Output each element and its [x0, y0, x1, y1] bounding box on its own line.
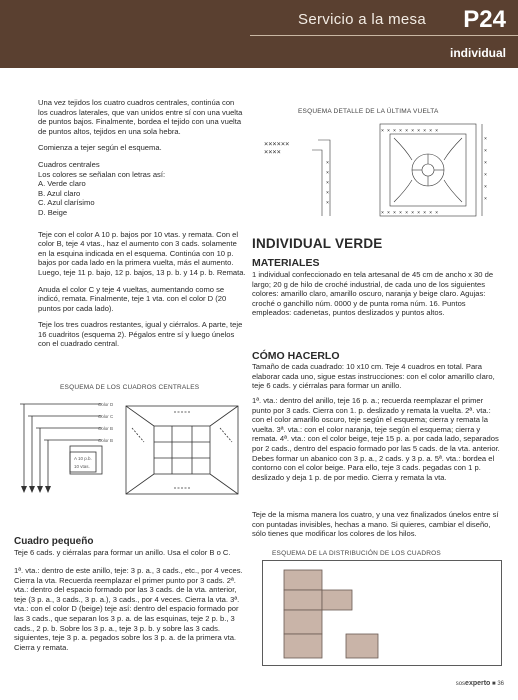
stitch-row-top: × × × × × × × × × ×: [381, 128, 439, 134]
materials-body: 1 individual confeccionado en tela artesanal de 45 cm de ancho x 30 de largo; 20 g de hilo de croché industrial, de cada uno de los siguientes colores: amarillo claro, amarillo oscuro, naranja y beige claro. Agujas: croché o ganchillo núm. 0000 y de punta roma núm. 16. Puntos empleados: cadenetas, puntos deslizados y puntos altos.: [252, 270, 494, 318]
page-header: [0, 0, 518, 68]
footer-divider: ■: [492, 681, 496, 687]
distribution-square: [284, 610, 322, 634]
colors-intro: Los colores se señalan con letras así:: [38, 169, 166, 179]
closing-paragraph: Teje de la misma manera los cuatro, y una vez finalizados únelos entre sí con puntadas invisibles, hechas a mano. Si quieres, cambiar el diseño, sólo tienes que modificar los colores de los hilos.: [252, 510, 499, 539]
how-body: 1ª. vta.: dentro del anillo, teje 16 p. a.; recuerda reemplazar el primer punto por 3 cads. Cierra con 1. p. deslizado y remata la vuelta. 2ª. vta.: con el color amarillo oscuro, teje según el esquema; cierra y remata la vuelta. 3ª. vta.: con el color naranja, teje según el esquema; cierra y remata. 4ª. vta.: con el color beige, teje 15 p. a. por cada lado, separados por 2 cads., dentro del espacio formado por las 5 cads. de la vta. anterior. Debes formar un abanico con 3 p. a., 2 cads. y 3 p. a. 5ª. vta.: bordea el contorno con el color beige. Para ello, teje 3 cads. pegadas con 1 p. deslizado y deja 1 p. de por medio. Cierra y remata la vta.: [252, 396, 500, 482]
distribution-diagram: [262, 560, 502, 666]
stitch-col: ×: [326, 180, 330, 186]
stitch-row-bottom: × × × × × × × × × ×: [381, 210, 439, 216]
color-item: A. Verde claro: [38, 179, 86, 189]
section-title: Servicio a la mesa: [298, 11, 426, 28]
distribution-square: [284, 570, 322, 590]
stitch-col: ×: [326, 170, 330, 176]
paragraph-remaining-squares: Teje los tres cuadros restantes, igual y ciérralos. A parte, teje 16 cuadritos (esquema 2). Pégalos entre sí y luego únelos con el cuadrado central.: [38, 320, 243, 349]
how-heading: CÓMO HACERLO: [252, 350, 340, 362]
stitch-col: ×: [326, 160, 330, 166]
stitch-col: ×: [326, 190, 330, 196]
central-squares-diagram: [14, 396, 246, 502]
page-number: 36: [497, 681, 504, 687]
stitch-col: ×: [484, 148, 488, 154]
squares-heading: Cuadros centrales: [38, 159, 100, 169]
color-item: C. Azul clarísimo: [38, 198, 95, 208]
header-divider: [250, 35, 518, 36]
brand-prefix: sos: [455, 681, 466, 687]
legend-color-b-2: Color B: [98, 438, 114, 443]
page-footer: [456, 680, 504, 687]
small-square-intro: Teje 6 cads. y ciérralas para formar un anillo. Usa el color B o C.: [14, 548, 231, 557]
stitch-row-left-2: ××××: [264, 148, 281, 156]
legend-color-a: A 10 p.b.: [74, 456, 92, 461]
distribution-square: [346, 634, 378, 658]
stitch-col: ×: [484, 172, 488, 178]
pattern-subtitle: individual: [449, 46, 506, 60]
legend-color-d: Color D: [98, 402, 114, 407]
legend-color-c: Color C: [98, 414, 114, 419]
materials-heading: MATERIALES: [252, 257, 320, 269]
start-paragraph: Comienza a tejer según el esquema.: [38, 143, 162, 153]
color-item: B. Azul claro: [38, 188, 81, 198]
stitch-row-left: ××××××: [264, 140, 290, 148]
brand-name: experto: [465, 680, 491, 687]
stitch-col: ×: [484, 196, 488, 202]
paragraph-color-c-d: Anuda el color C y teje 4 vueltas, aumentando como se indicó, remata. Finalmente, teje 1 vta. con el color D (20 puntos por cada lado).: [38, 284, 227, 313]
central-squares-caption: ESQUEMA DE LOS CUADROS CENTRALES: [60, 384, 200, 391]
left-column-top: [38, 98, 246, 356]
color-item: D. Beige: [38, 207, 68, 217]
distribution-square: [284, 590, 322, 610]
legend-rows: 10 vtas.: [74, 464, 90, 469]
legend-color-b: Color B: [98, 426, 114, 431]
pattern-code: P24: [463, 6, 506, 33]
stitch-col: ×: [484, 136, 488, 142]
stitch-col: ×: [484, 160, 488, 166]
intro-paragraph: Una vez tejidos los cuatro cuadros centrales, continúa con los cuadros laterales, que van unidos entre sí con una vuelta de puntos bajos. Finalmente, bordea el tejido con una vuelta de puntos altos, tejidos en una sola hebra.: [38, 98, 243, 136]
small-square-body: 1ª. vta.: dentro de este anillo, teje: 3 p. a., 3 cads., etc., por 4 veces. Cierra la vta. Recuerda reemplazar el primer punto por 3 cads. 2ª. vta.: dentro del espacio formado por las 3 cads. de la vta. anterior, teje (3 p. a., 3 cads., 3 p. a.), 3 cads., por 4 veces. Cierra la vta. 3ª. vta.: con el color D (beige) teje así: dentro del espacio formado por las 3 cads., que separan los 3 p. a. de las esquinas, teje 2 p. b., 3 cads., 2 p. b. Sobre los 3 p. a., teje 3 p. b. y sobre las 3 cads. siguientes, teje 3 p. a. pegados sobre los 3 p. a. de la primera vta. Cierra y remata.: [14, 566, 243, 652]
stitch-col: ×: [326, 200, 330, 206]
paragraph-color-a-b: Teje con el color A 10 p. bajos por 10 vtas. y remata. Con el color B, teje 4 vtas., haz el aumento con 3 cads. solamente en la esquina indicada en el esquema. Continúa con 10 p. bajos por cada lado en la primera vuelta, más el aumento. Luego, teje 11 p. bajo, 12 p. bajos, 13 p. b. y 14 p. b. Remata.: [38, 229, 246, 277]
how-intro: Tamaño de cada cuadrado: 10 x10 cm. Teje 4 cuadros en total. Para elaborar cada uno, sigue estas instrucciones: con el color amarillo claro, teje 6 cads. y ciérralas para formar un anillo.: [252, 362, 495, 391]
distribution-caption: ESQUEMA DE LA DISTRIBUCIÓN DE LOS CUADROS: [272, 550, 441, 557]
detail-diagram: [262, 120, 504, 222]
stitch-col: ×: [484, 184, 488, 190]
article-title: INDIVIDUAL VERDE: [252, 236, 383, 251]
distribution-square: [284, 634, 322, 658]
small-square-heading: Cuadro pequeño: [14, 536, 94, 547]
distribution-square: [322, 590, 352, 610]
detail-caption: ESQUEMA DETALLE DE LA ÚLTIMA VUELTA: [298, 108, 439, 115]
